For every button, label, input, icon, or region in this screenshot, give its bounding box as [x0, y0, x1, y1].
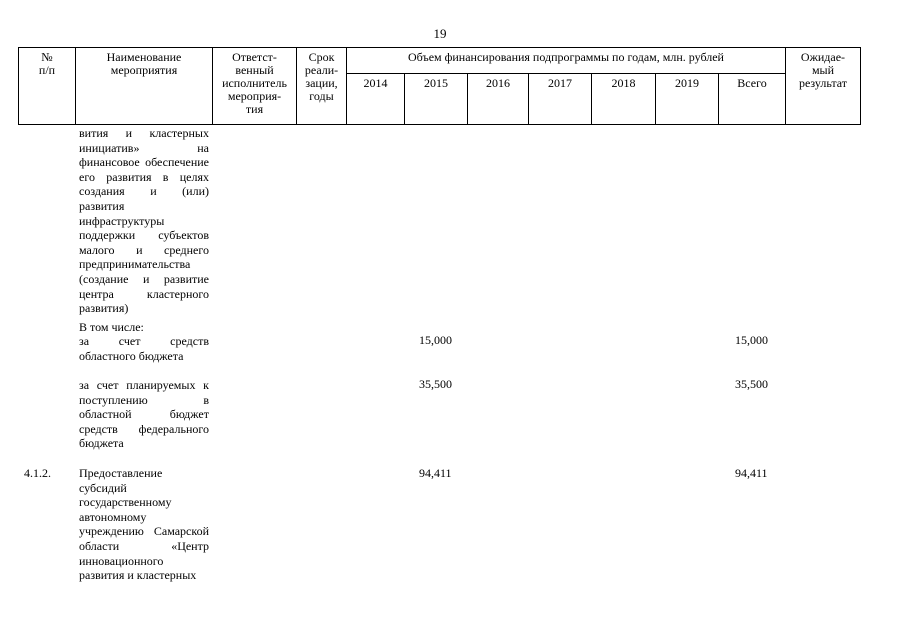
- federal-total-value: 35,500: [735, 377, 768, 391]
- including-label: В том числе:: [79, 320, 144, 334]
- header-year-2015: 2015: [405, 74, 468, 125]
- header-responsible: Ответст- венный исполнитель мероприя- тия: [213, 48, 297, 125]
- federal-budget-label: за счет планируемых к поступлению в областной бюджет средств федерального бюджета: [79, 378, 209, 451]
- item-total-value: 94,411: [735, 466, 768, 480]
- page-number: 19: [433, 26, 447, 41]
- continued-text: вития и кластерных инициатив» на финансовое обеспечение его развития в целях создания и (или) развития инфраструктуры поддержки субъектов малого и среднего предпринимательства (создание и развитие центра кластерного развития): [79, 126, 209, 316]
- item-2015-value: 94,411: [419, 466, 452, 480]
- item-text: Предоставление субсидий государственному автономному учреждению Самарской области «Центр инновационного развития и кластерных: [79, 466, 209, 583]
- header-num: № п/п: [19, 48, 76, 125]
- header-result: Ожидае- мый результат: [786, 48, 861, 125]
- regional-total-value: 15,000: [735, 333, 768, 347]
- table-header: [18, 47, 861, 125]
- regional-budget-label: за счет средств областного бюджета: [79, 334, 209, 363]
- item-code: 4.1.2.: [24, 466, 51, 480]
- regional-2015-value: 15,000: [419, 333, 452, 347]
- header-year-2019: 2019: [656, 74, 719, 125]
- header-year-2018: 2018: [592, 74, 656, 125]
- federal-2015-value: 35,500: [419, 377, 452, 391]
- header-finance: Объем финансирования подпрограммы по годам, млн. рублей: [347, 48, 786, 74]
- header-term: Срок реали- зации, годы: [297, 48, 347, 125]
- header-year-2014: 2014: [347, 74, 405, 125]
- header-year-2017: 2017: [529, 74, 592, 125]
- header-name: Наименование мероприятия: [76, 48, 213, 125]
- header-year-2016: 2016: [468, 74, 529, 125]
- header-total: Всего: [719, 74, 786, 125]
